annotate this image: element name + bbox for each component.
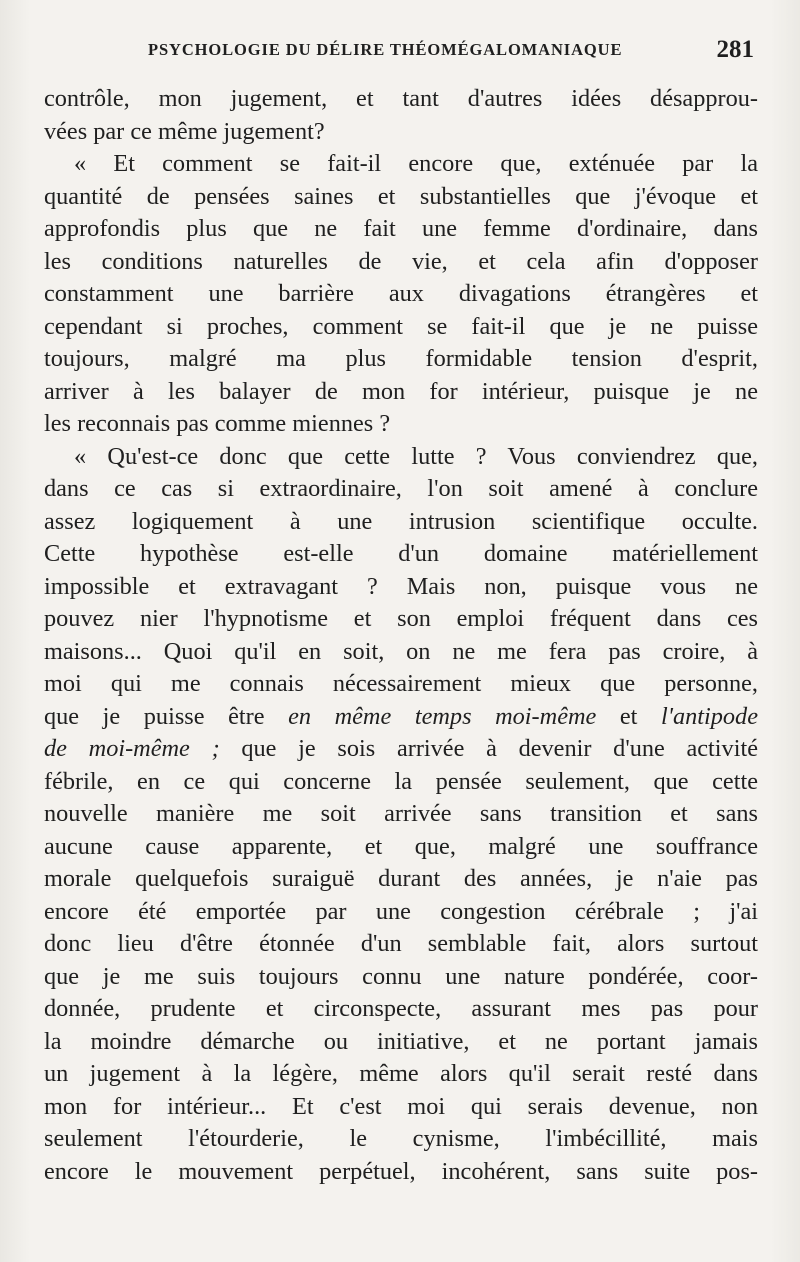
text-segment: encore le mouvement perpétuel, incohérent, sans suite pos- — [44, 1157, 758, 1185]
text-line — [44, 831, 758, 864]
text-segment: maisons... Quoi qu'il en soit, on ne me fera pas croire, à — [44, 637, 758, 665]
text-segment: cependant si proches, comment se fait-il que je ne puisse — [44, 312, 758, 340]
text-line — [44, 798, 758, 831]
text-line — [44, 766, 758, 799]
text-line — [44, 538, 758, 571]
text-segment: morale quelquefois suraiguë durant des années, je n'aie pas — [44, 865, 758, 892]
running-title: PSYCHOLOGIE DU DÉLIRE THÉOMÉGALOMANIAQUE — [148, 40, 623, 59]
italic-text: de moi-même ; — [44, 735, 220, 762]
running-head — [44, 36, 758, 70]
text-line — [44, 701, 758, 734]
text-line — [44, 148, 758, 181]
body-text — [44, 83, 758, 1188]
text-segment: donc lieu d'être étonnée d'un semblable fait, alors surtout — [44, 930, 758, 957]
text-segment: pouvez nier l'hypnotisme et son emploi fréquent dans ces — [44, 605, 758, 632]
text-segment: assez logiquement à une intrusion scientifique occulte. — [44, 507, 758, 535]
text-segment: quantité de pensées saines et substantielles que j'évoque et — [44, 182, 758, 210]
text-segment: vées par ce même jugement? — [44, 117, 325, 145]
text-line — [44, 376, 758, 409]
text-line — [44, 506, 758, 539]
text-line — [44, 181, 758, 214]
text-line — [44, 993, 758, 1026]
text-line — [44, 213, 758, 246]
text-segment: toujours, malgré ma plus formidable tension d'esprit, — [44, 345, 758, 372]
text-segment: que je sois arrivée à devenir d'une activité — [219, 735, 758, 762]
text-line — [44, 1058, 758, 1091]
text-line — [44, 278, 758, 311]
text-segment: contrôle, mon jugement, et tant d'autres idées désapprou- — [44, 85, 758, 112]
text-segment: que je puisse être — [44, 702, 289, 730]
text-line — [44, 1026, 758, 1059]
text-segment: dans ce cas si extraordinaire, l'on soit amené à conclure — [44, 475, 758, 502]
text-segment: constamment une barrière aux divagations étrangères et — [44, 280, 758, 307]
text-line — [44, 896, 758, 929]
text-segment: « Et comment se fait-il encore que, exténuée par la — [74, 150, 758, 177]
text-segment: encore été emportée par une congestion cérébrale ; j'ai — [44, 897, 758, 925]
text-segment: fébrile, en ce qui concerne la pensée seulement, que cette — [44, 767, 758, 795]
text-line — [44, 733, 758, 766]
italic-text: l'antipode — [661, 702, 758, 730]
text-line — [44, 1156, 758, 1189]
text-line — [44, 636, 758, 669]
text-segment: « Qu'est-ce donc que cette lutte ? Vous conviendrez que, — [74, 442, 758, 470]
text-line — [44, 571, 758, 604]
text-segment: nouvelle manière me soit arrivée sans transition et sans — [44, 800, 758, 827]
text-segment: que je me suis toujours connu une nature pondérée, coor- — [44, 962, 758, 990]
text-segment: aucune cause apparente, et que, malgré une souffrance — [44, 832, 758, 860]
text-segment: donnée, prudente et circonspecte, assurant mes pas pour — [44, 995, 758, 1022]
text-line — [44, 246, 758, 279]
text-segment: les conditions naturelles de vie, et cela afin d'opposer — [44, 247, 758, 275]
text-line — [44, 83, 758, 116]
text-line — [44, 473, 758, 506]
text-line — [44, 961, 758, 994]
text-line — [44, 1123, 758, 1156]
text-line — [44, 668, 758, 701]
text-segment: les reconnais pas comme miennes ? — [44, 410, 391, 437]
text-segment: et — [596, 702, 662, 730]
text-segment: moi qui me connais nécessairement mieux que personne, — [44, 670, 758, 697]
text-line — [44, 1091, 758, 1124]
text-line — [44, 343, 758, 376]
text-segment: impossible et extravagant ? Mais non, puisque vous ne — [44, 572, 758, 600]
text-line — [44, 116, 758, 149]
text-segment: un jugement à la légère, même alors qu'il serait resté dans — [44, 1060, 758, 1087]
text-line — [44, 603, 758, 636]
page-number: 281 — [716, 36, 754, 63]
text-segment: approfondis plus que ne fait une femme d'ordinaire, dans — [44, 215, 758, 242]
text-line — [44, 928, 758, 961]
text-line — [44, 863, 758, 896]
text-line — [44, 311, 758, 344]
text-segment: seulement l'étourderie, le cynisme, l'imbécillité, mais — [44, 1125, 758, 1152]
text-segment: la moindre démarche ou initiative, et ne portant jamais — [44, 1027, 758, 1055]
text-segment: mon for intérieur... Et c'est moi qui serais devenue, non — [44, 1092, 758, 1120]
text-segment: Cette hypothèse est-elle d'un domaine matériellement — [44, 540, 758, 567]
text-line — [44, 408, 758, 441]
italic-text: en même temps moi-même — [288, 702, 597, 730]
text-segment: arriver à les balayer de mon for intérieur, puisque je ne — [44, 377, 758, 405]
text-line — [44, 441, 758, 474]
